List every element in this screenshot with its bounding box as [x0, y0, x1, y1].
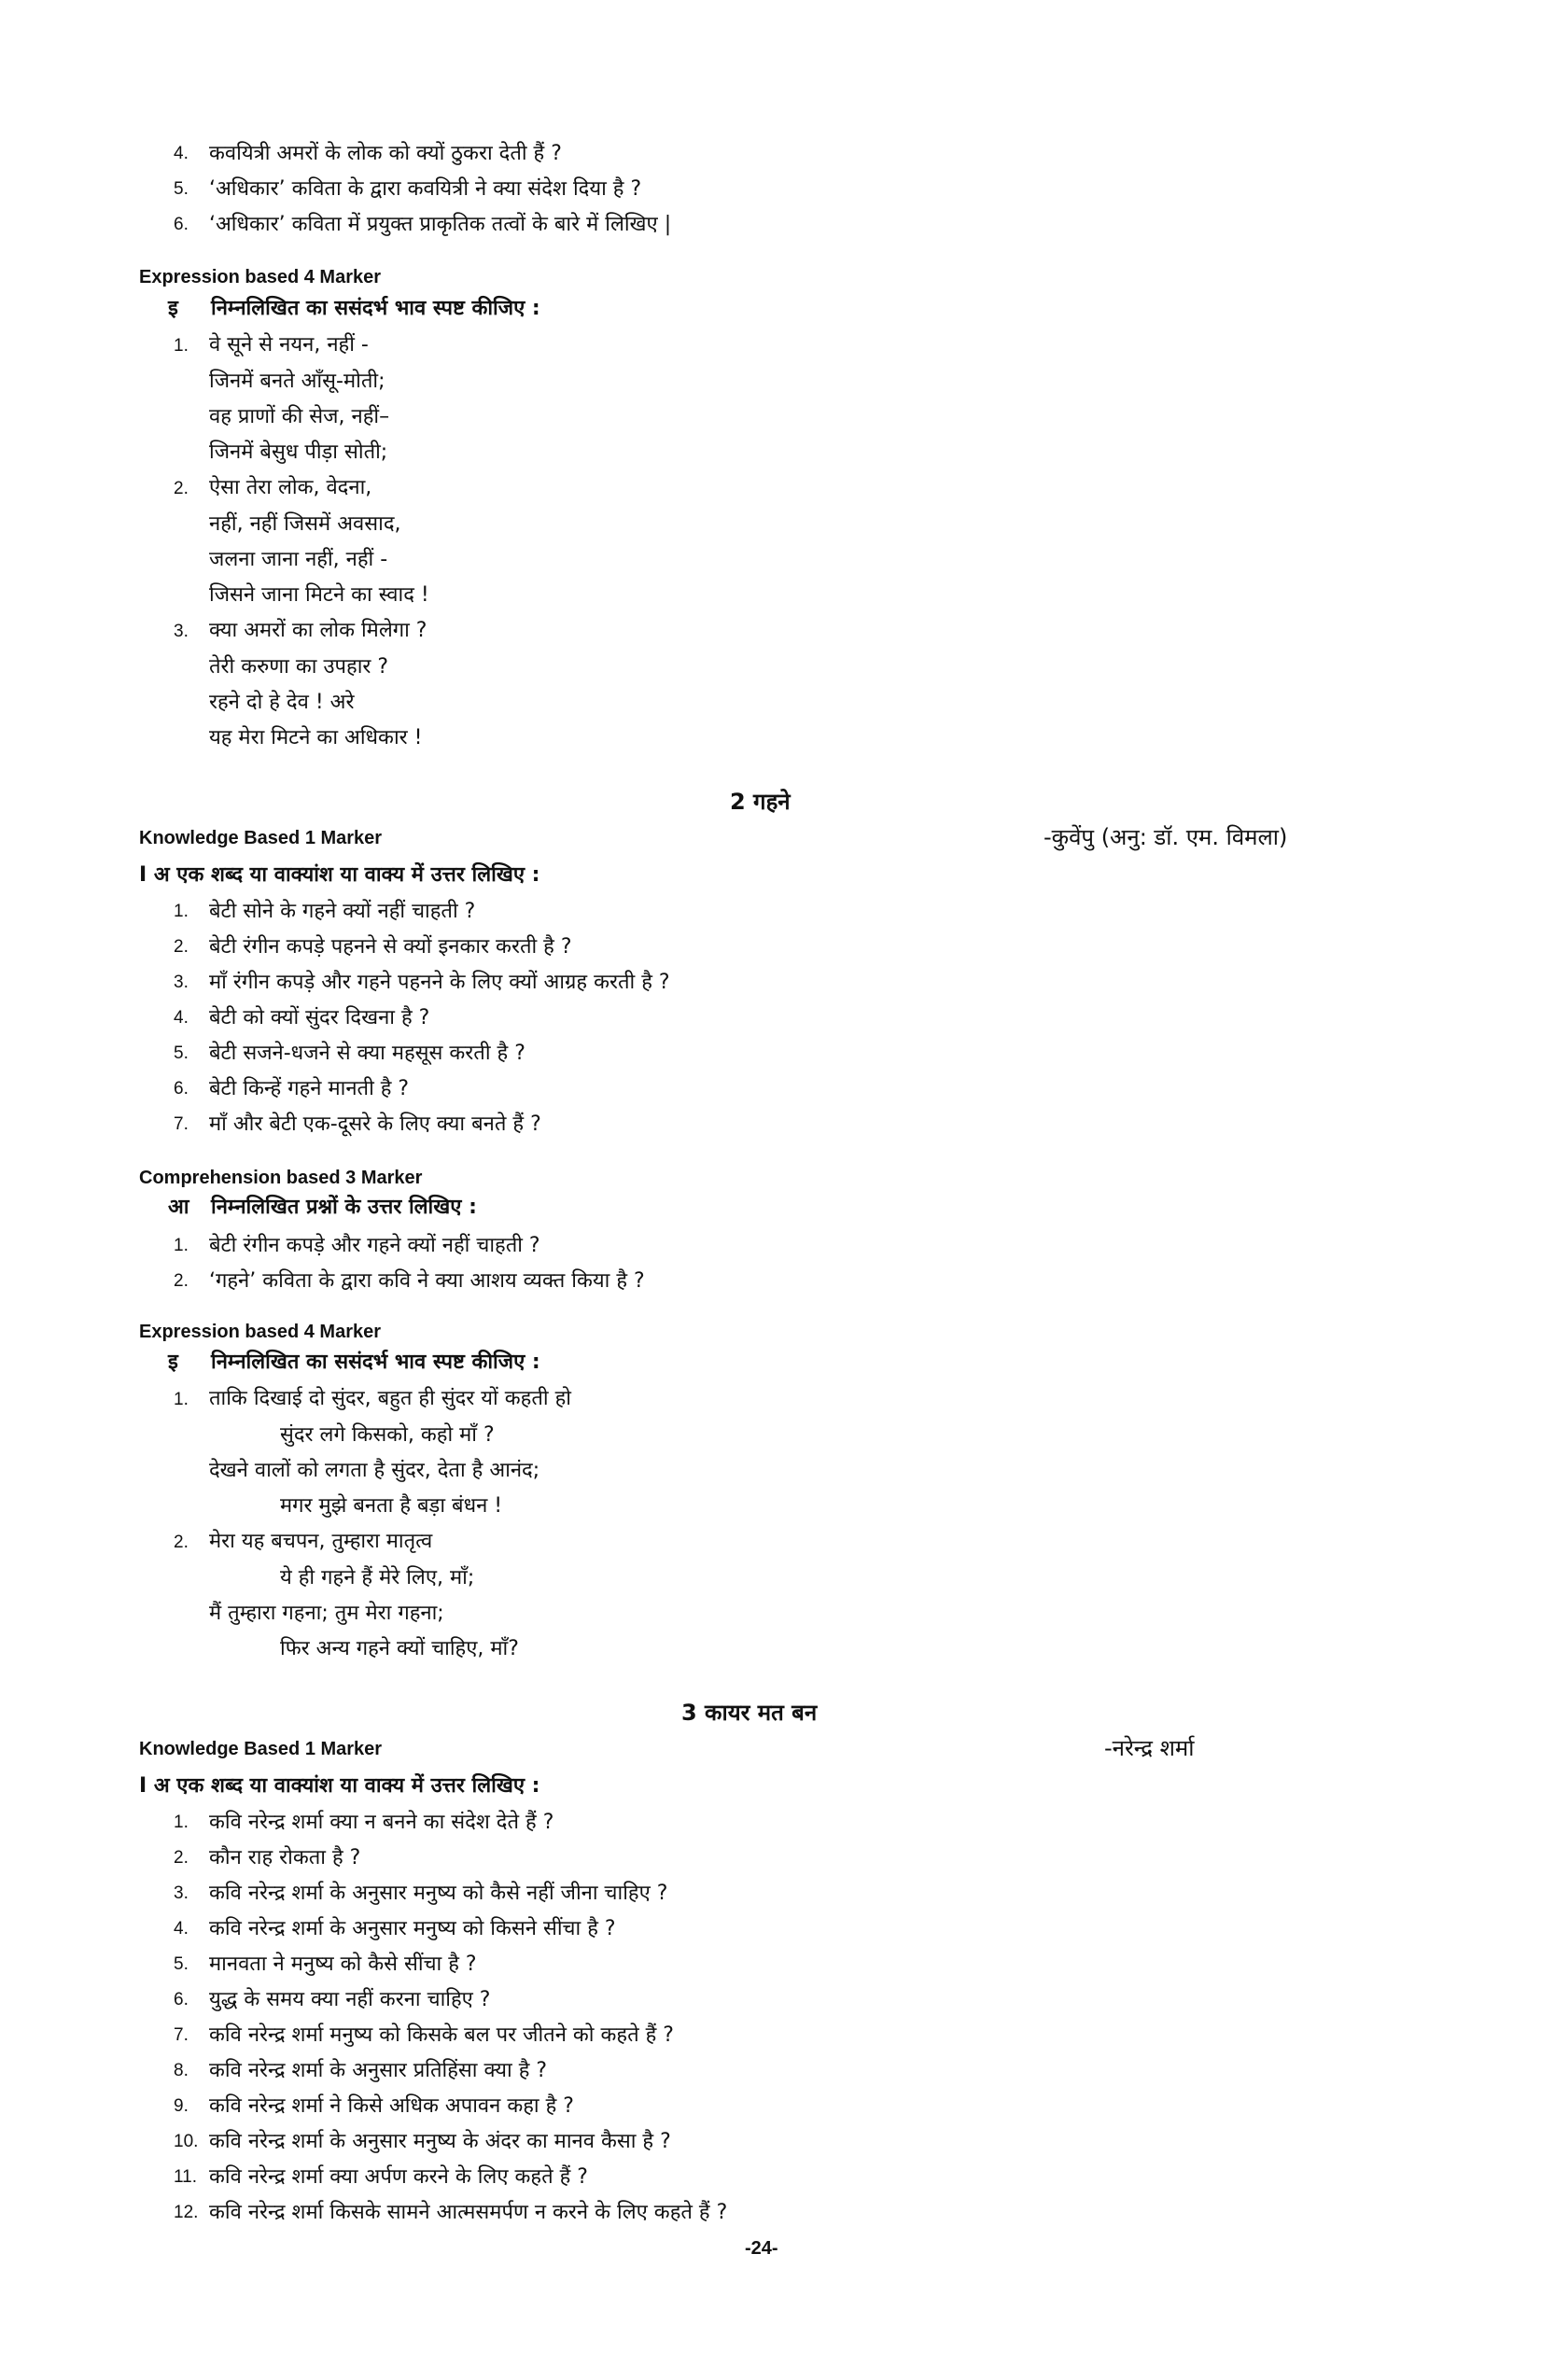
verse-number: 2.	[174, 479, 189, 498]
list-item	[174, 136, 671, 172]
instruction-text: निम्नलिखित प्रश्नों के उत्तर लिखिए :	[211, 1196, 477, 1219]
question-number: 2.	[174, 937, 189, 957]
section-label: Expression based 4 Marker	[139, 267, 382, 287]
question-text: कवि नरेन्द्र शर्मा के अनुसार प्रतिहिंसा क्या है ?	[209, 2059, 548, 2082]
question-number: 4.	[174, 1008, 189, 1028]
verse-number: 1.	[174, 1390, 189, 1409]
question-number: 3.	[174, 1883, 189, 1903]
list-item	[174, 965, 670, 1001]
question-text: कवि नरेन्द्र शर्मा क्या न बनने का संदेश देते हैं ?	[209, 1811, 554, 1834]
verse-line: ताकि दिखाई दो सुंदर, बहुत ही सुंदर यों कहती हो	[209, 1387, 571, 1410]
question-text: कवि नरेन्द्र शर्मा के अनुसार मनुष्य के अंदर का मानव कैसा है ?	[209, 2130, 671, 2153]
question-number: 6.	[174, 1990, 189, 2009]
section-instruction: I अ एक शब्द या वाक्यांश या वाक्य में उत्तर लिखिए :	[139, 1774, 540, 1798]
section-title: 2 गहने	[730, 789, 791, 815]
list-item	[174, 2124, 727, 2160]
question-list	[174, 1805, 727, 2231]
section-instruction	[168, 1193, 477, 1223]
question-text: कवि नरेन्द्र शर्मा मनुष्य को किसके बल पर जीतने को कहते हैं ?	[209, 2023, 674, 2047]
list-item	[174, 1001, 670, 1036]
list-item	[174, 1982, 727, 2018]
section-label: Knowledge Based 1 Marker	[139, 828, 383, 848]
question-number: 8.	[174, 2061, 189, 2080]
list-item	[174, 2160, 727, 2195]
question-text: मानवता ने मनुष्य को कैसे सींचा है ?	[209, 1953, 477, 1976]
question-text: माँ और बेटी एक-दूसरे के लिए क्या बनते हैं ?	[209, 1113, 541, 1136]
verse-line: नहीं, नहीं जिसमें अवसाद,	[209, 512, 401, 536]
question-number: 1.	[174, 1236, 189, 1255]
question-number: 10.	[174, 2132, 199, 2151]
verse-number: 2.	[174, 1533, 189, 1552]
question-text: कवि नरेन्द्र शर्मा ने किसे अधिक अपावन कहा है ?	[209, 2094, 574, 2118]
question-number: 6.	[174, 215, 189, 234]
list-item	[174, 2195, 727, 2231]
question-number: 1.	[174, 1813, 189, 1832]
question-text: ‘गहने’ कविता के द्वारा कवि ने क्या आशय व्यक्त किया है ?	[209, 1269, 645, 1293]
question-text: कवि नरेन्द्र शर्मा के अनुसार मनुष्य को किसने सींचा है ?	[209, 1917, 616, 1940]
question-number: 4.	[174, 144, 189, 163]
verse-number: 3.	[174, 622, 189, 641]
question-number: 6.	[174, 1079, 189, 1099]
question-text: बेटी किन्हें गहने मानती है ?	[209, 1077, 410, 1100]
top-question-list	[174, 136, 671, 243]
verse-line: जलना जाना नहीं, नहीं -	[209, 548, 388, 571]
question-text: माँ रंगीन कपड़े और गहने पहनने के लिए क्यों आग्रह करती है ?	[209, 971, 670, 994]
section-instruction	[168, 1348, 540, 1378]
list-item	[174, 1805, 727, 1841]
list-item	[174, 930, 670, 965]
question-text: कौन राह रोकता है ?	[209, 1846, 361, 1869]
verse-line: ऐसा तेरा लोक, वेदना,	[209, 476, 372, 499]
instruction-prefix: इ	[168, 297, 178, 320]
list-item	[174, 1876, 727, 1911]
question-number: 12.	[174, 2203, 199, 2222]
question-number: 7.	[174, 2025, 189, 2045]
question-text: बेटी को क्यों सुंदर दिखना है ?	[209, 1006, 430, 1029]
verse-line: रहने दो हे देव ! अरे	[209, 691, 355, 714]
section-instruction: I अ एक शब्द या वाक्यांश या वाक्य में उत्तर लिखिए :	[139, 863, 540, 887]
list-item	[174, 207, 671, 243]
verse-line: वह प्राणों की सेज, नहीं–	[209, 405, 390, 428]
question-number: 7.	[174, 1114, 189, 1134]
section-label: Expression based 4 Marker	[139, 1322, 382, 1342]
list-item	[174, 1264, 645, 1299]
verse-line: मगर मुझे बनता है बड़ा बंधन !	[280, 1494, 503, 1518]
verse-line: क्या अमरों का लोक मिलेगा ?	[209, 619, 427, 642]
verse-line: यह मेरा मिटने का अधिकार !	[209, 726, 423, 749]
instruction-prefix: आ	[168, 1196, 189, 1219]
section-instruction	[168, 294, 540, 324]
question-list	[174, 894, 670, 1142]
question-text: बेटी सोने के गहने क्यों नहीं चाहती ?	[209, 900, 476, 923]
verse-line: सुंदर लगे किसको, कहो माँ ?	[280, 1423, 495, 1447]
section-title: 3 कायर मत बन	[681, 1700, 818, 1726]
question-number: 5.	[174, 1043, 189, 1063]
verse-line: जिनमें बेसुध पीड़ा सोती;	[209, 441, 388, 464]
author-credit: -कुवेंपु (अनु: डॉ. एम. विमला)	[1044, 824, 1288, 850]
question-number: 11.	[174, 2167, 198, 2187]
instruction-text: निम्नलिखित का ससंदर्भ भाव स्पष्ट कीजिए :	[211, 297, 540, 320]
question-list	[174, 1228, 645, 1299]
instruction-text: निम्नलिखित का ससंदर्भ भाव स्पष्ट कीजिए :	[211, 1351, 540, 1374]
question-text: ‘अधिकार’ कविता में प्रयुक्त प्राकृतिक तत्वों के बारे में लिखिए |	[209, 213, 672, 236]
list-item	[174, 2053, 727, 2089]
verse-line: फिर अन्य गहने क्यों चाहिए, माँ?	[280, 1637, 519, 1660]
verse-line: जिसने जाना मिटने का स्वाद !	[209, 583, 429, 607]
page-number: -24-	[745, 2238, 778, 2259]
verse-line: मैं तुम्हारा गहना; तुम मेरा गहना;	[209, 1602, 444, 1625]
verse-line: देखने वालों को लगता है सुंदर, देता है आनंद;	[209, 1459, 540, 1482]
question-text: कवि नरेन्द्र शर्मा किसके सामने आत्मसमर्पण न करने के लिए कहते हैं ?	[209, 2201, 728, 2224]
question-number: 2.	[174, 1271, 189, 1291]
verse-block	[174, 1381, 571, 1667]
list-item	[174, 1841, 727, 1876]
list-item	[174, 1107, 670, 1142]
list-item	[174, 172, 671, 207]
verse-line: ये ही गहने हैं मेरे लिए, माँ;	[280, 1566, 475, 1589]
question-number: 1.	[174, 902, 189, 921]
question-text: युद्ध के समय क्या नहीं करना चाहिए ?	[209, 1988, 491, 2011]
list-item	[174, 2089, 727, 2124]
question-number: 3.	[174, 973, 189, 992]
list-item	[174, 1947, 727, 1982]
list-item	[174, 894, 670, 930]
list-item	[174, 1036, 670, 1071]
verse-line: मेरा यह बचपन, तुम्हारा मातृत्व	[209, 1530, 433, 1553]
verse-line: वे सूने से नयन, नहीं -	[209, 333, 369, 357]
list-item	[174, 1071, 670, 1107]
section-label: Knowledge Based 1 Marker	[139, 1739, 383, 1759]
question-number: 9.	[174, 2096, 189, 2116]
author-credit: -नरेन्द्र शर्मा	[1104, 1735, 1195, 1761]
question-text: बेटी रंगीन कपड़े पहनने से क्यों इनकार करती है ?	[209, 935, 572, 959]
question-text: कवि नरेन्द्र शर्मा क्या अर्पण करने के लिए कहते हैं ?	[209, 2165, 588, 2189]
verse-line: जिनमें बनते आँसू-मोती;	[209, 370, 385, 393]
question-number: 4.	[174, 1919, 189, 1939]
question-text: बेटी रंगीन कपड़े और गहने क्यों नहीं चाहती ?	[209, 1234, 540, 1257]
question-text: कवयित्री अमरों के लोक को क्यों ठुकरा देती हैं ?	[209, 142, 562, 165]
question-number: 5.	[174, 1954, 189, 1974]
instruction-prefix: इ	[168, 1351, 178, 1374]
question-text: ‘अधिकार’ कविता के द्वारा कवयित्री ने क्या संदेश दिया है ?	[209, 177, 642, 201]
question-text: कवि नरेन्द्र शर्मा के अनुसार मनुष्य को कैसे नहीं जीना चाहिए ?	[209, 1882, 668, 1905]
question-text: बेटी सजने-धजने से क्या महसूस करती है ?	[209, 1042, 525, 1065]
question-number: 2.	[174, 1848, 189, 1868]
section-label: Comprehension based 3 Marker	[139, 1168, 423, 1188]
verse-number: 1.	[174, 336, 189, 356]
list-item	[174, 1911, 727, 1947]
list-item	[174, 1228, 645, 1264]
verse-block	[174, 328, 429, 756]
list-item	[174, 2018, 727, 2053]
verse-line: तेरी करुणा का उपहार ?	[209, 655, 389, 679]
question-number: 5.	[174, 179, 189, 199]
